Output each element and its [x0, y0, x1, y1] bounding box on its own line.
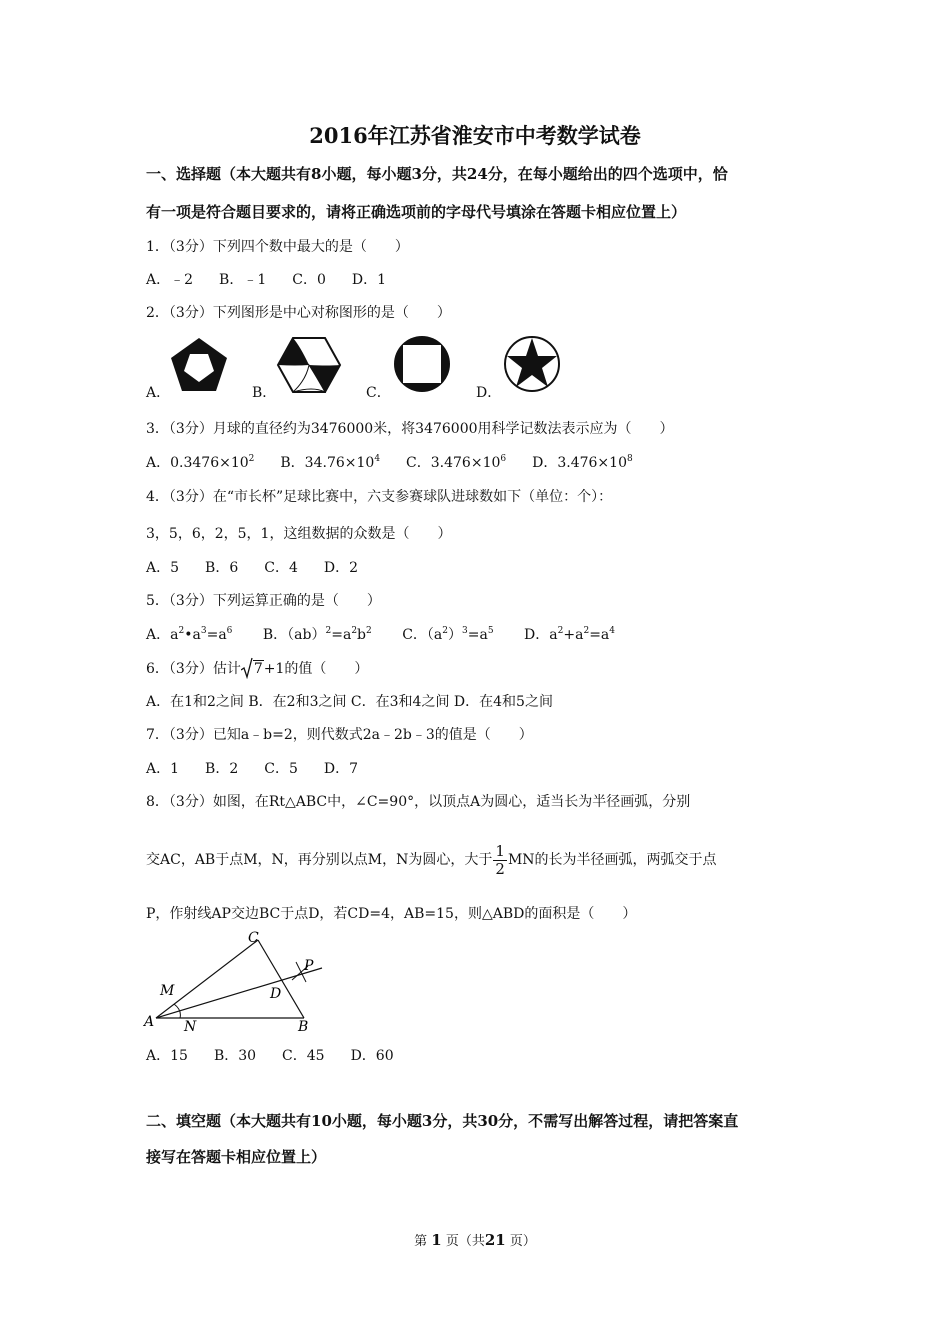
circle-square-figure — [392, 334, 452, 394]
section2-heading-line2: 接写在答题卡相应位置上） — [146, 1148, 327, 1166]
point-label-n: N — [184, 1019, 197, 1032]
q7-option-c: C．5 — [264, 761, 298, 777]
q7-stem: 7．（3分）已知a﹣b=2，则代数式2a﹣2b﹣3的值是（ ） — [146, 727, 533, 743]
q2-label-b: B． — [252, 385, 277, 401]
point-label-p: P — [304, 958, 314, 974]
q1-option-d: D．1 — [351, 272, 386, 288]
q4-stem-line1: 4．（3分）在“市长杯”足球比赛中，六支参赛球队进球数如下（单位：个）： — [146, 489, 613, 505]
q3-option-d: D．$3.476\times 10^8$ — [532, 454, 633, 471]
sqrt-symbol: 7 — [241, 657, 264, 679]
point-label-d: D — [270, 986, 282, 1002]
q3-option-b: B．$34.76\times 10^4$ — [280, 454, 381, 471]
q1-option-c: C．0 — [292, 272, 326, 288]
q5-option-b: B．$(ab)^2=a^2b^2$ — [262, 626, 372, 643]
section1-heading-line2: 有一项是符合题目要求的，请将正确选项前的字母代号填涂在答题卡相应位置上） — [146, 203, 687, 221]
q4-options — [146, 557, 826, 577]
q6-stem: 6．（3分）估计 7+1的值（ ） — [146, 657, 826, 679]
fraction-one-half: $\frac{1}{2}$ — [495, 842, 505, 878]
hexagon-figure — [276, 336, 342, 394]
q8-stem-line3: P，作射线AP交边BC于点D，若CD=4，AB=15，则△ABD的面积是（ ） — [146, 906, 637, 922]
q6-options: A．在1和2之间 B．在2和3之间 C．在3和4之间 D．在4和5之间 — [146, 694, 553, 710]
q3-option-c: C．$3.476\times 10^6$ — [406, 454, 507, 471]
q4-option-a: A．5 — [146, 560, 180, 576]
q2-label-a: A． — [146, 385, 171, 401]
page-footer: 第 1 页（共21 页） — [414, 1231, 536, 1249]
q8-stem-line2: 交AC，AB于点M，N，再分别以点M，N为圆心，大于 $\frac{1}{2}$ MN的长为半径画弧，两弧交于点 — [146, 842, 717, 878]
section2-heading-line1: 二、填空题（本大题共有10小题，每小题3分，共30分，不需写出解答过程，请把答案直 — [146, 1112, 739, 1130]
q7-options — [146, 758, 826, 778]
q5-option-a: A．$a^2•a^3=a^6$ — [146, 626, 233, 643]
q8-stem-line1: 8．（3分）如图，在Rt△ABC中，∠C=90°，以顶点A为圆心，适当长为半径画弧，分别 — [146, 794, 691, 810]
pentagon-figure — [168, 336, 230, 394]
q5-stem: 5．（3分）下列运算正确的是（ ） — [146, 593, 381, 609]
q7-option-d: D．7 — [323, 761, 358, 777]
point-label-b: B — [298, 1019, 309, 1032]
page-title: 2016年江苏省淮安市中考数学试卷 — [309, 123, 641, 148]
point-label-c: C — [248, 930, 259, 946]
q1-stem: 1．（3分）下列四个数中最大的是（ ） — [146, 239, 409, 255]
q7-option-b: B．2 — [205, 761, 239, 777]
q3-option-a: A．$0.3476\times 10^2$ — [146, 454, 255, 471]
q4-option-d: D．2 — [323, 560, 358, 576]
circle-star-figure — [502, 334, 562, 394]
q8-option-b: B．30 — [213, 1048, 257, 1064]
q1-options — [146, 269, 826, 289]
triangle-figure — [140, 928, 330, 1032]
point-label-m: M — [160, 983, 175, 999]
point-label-a: A — [144, 1014, 155, 1030]
q5-option-d: D．$a^2+a^2=a^4$ — [524, 626, 616, 643]
q7-option-a: A．1 — [146, 761, 180, 777]
section1-heading-line1: 一、选择题（本大题共有8小题，每小题3分，共24分，在每小题给出的四个选项中，恰 — [146, 165, 728, 183]
q5-options — [146, 624, 826, 644]
q8-option-c: C．45 — [282, 1048, 325, 1064]
q1-option-b: B．﹣1 — [219, 272, 267, 288]
q4-stem-line2: 3，5，6，2，5，1，这组数据的众数是（ ） — [146, 526, 452, 542]
q8-option-d: D．60 — [350, 1048, 394, 1064]
q3-options — [146, 452, 826, 472]
q4-option-c: C．4 — [264, 560, 298, 576]
q1-option-a: A．﹣2 — [146, 272, 194, 288]
q4-option-b: B．6 — [205, 560, 239, 576]
q8-option-a: A．15 — [146, 1048, 188, 1064]
q2-label-c: C． — [366, 385, 391, 401]
q2-stem: 2．（3分）下列图形是中心对称图形的是（ ） — [146, 305, 451, 321]
q8-options — [146, 1045, 826, 1065]
q2-label-d: D． — [476, 385, 502, 401]
q5-option-c: C．$(a^2)^3=a^5$ — [402, 626, 494, 643]
q3-stem: 3．（3分）月球的直径约为3476000米，将3476000用科学记数法表示应为（ ） — [146, 421, 674, 437]
